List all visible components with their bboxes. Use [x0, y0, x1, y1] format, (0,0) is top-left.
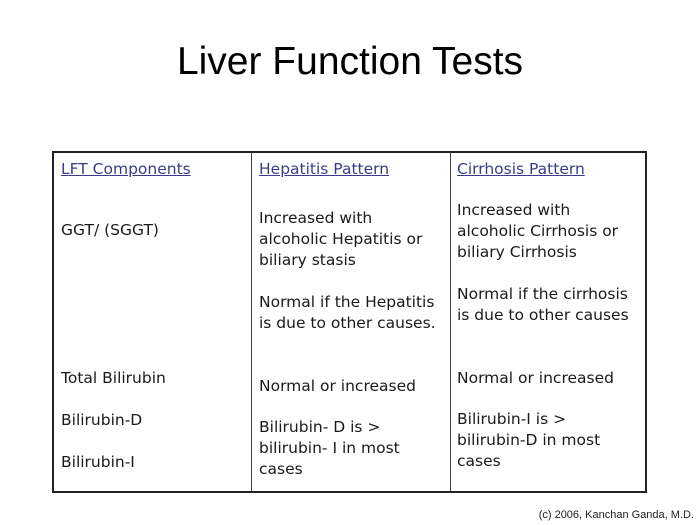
column-divider-1 [251, 153, 252, 491]
header-hepatitis-pattern: Hepatitis Pattern [259, 160, 390, 178]
cirrhosis-ggt-increased: Increased with alcoholic Cirrhosis or biliary Cirrhosis [457, 201, 619, 261]
copyright-credit: (c) 2006, Kanchan Ganda, M.D. [538, 509, 694, 521]
slide-title: Liver Function Tests [176, 40, 524, 83]
cirrhosis-bilirubin-ratio: Bilirubin-I is > bilirubin-D in most cases [457, 410, 601, 470]
component-ggt: GGT/ (SGGT) [61, 221, 159, 239]
component-bilirubin-d: Bilirubin-D [61, 411, 143, 429]
component-total-bilirubin: Total Bilirubin [61, 369, 166, 387]
cirrhosis-bilirubin-total: Normal or increased [457, 369, 614, 387]
hepatitis-bilirubin-ratio: Bilirubin- D is > bilirubin- I in most cases [259, 418, 400, 478]
header-cirrhosis-pattern: Cirrhosis Pattern [457, 160, 585, 178]
column-divider-2 [450, 153, 451, 491]
component-bilirubin-i: Bilirubin-I [61, 453, 135, 471]
hepatitis-bilirubin-total: Normal or increased [259, 377, 416, 395]
hepatitis-ggt-normal: Normal if the Hepatitis is due to other causes. [259, 293, 436, 332]
hepatitis-ggt-increased: Increased with alcoholic Hepatitis or biliary stasis [259, 209, 423, 269]
lft-table [52, 151, 647, 493]
header-lft-components: LFT Components [61, 160, 191, 178]
cirrhosis-ggt-normal: Normal if the cirrhosis is due to other causes [457, 285, 629, 324]
